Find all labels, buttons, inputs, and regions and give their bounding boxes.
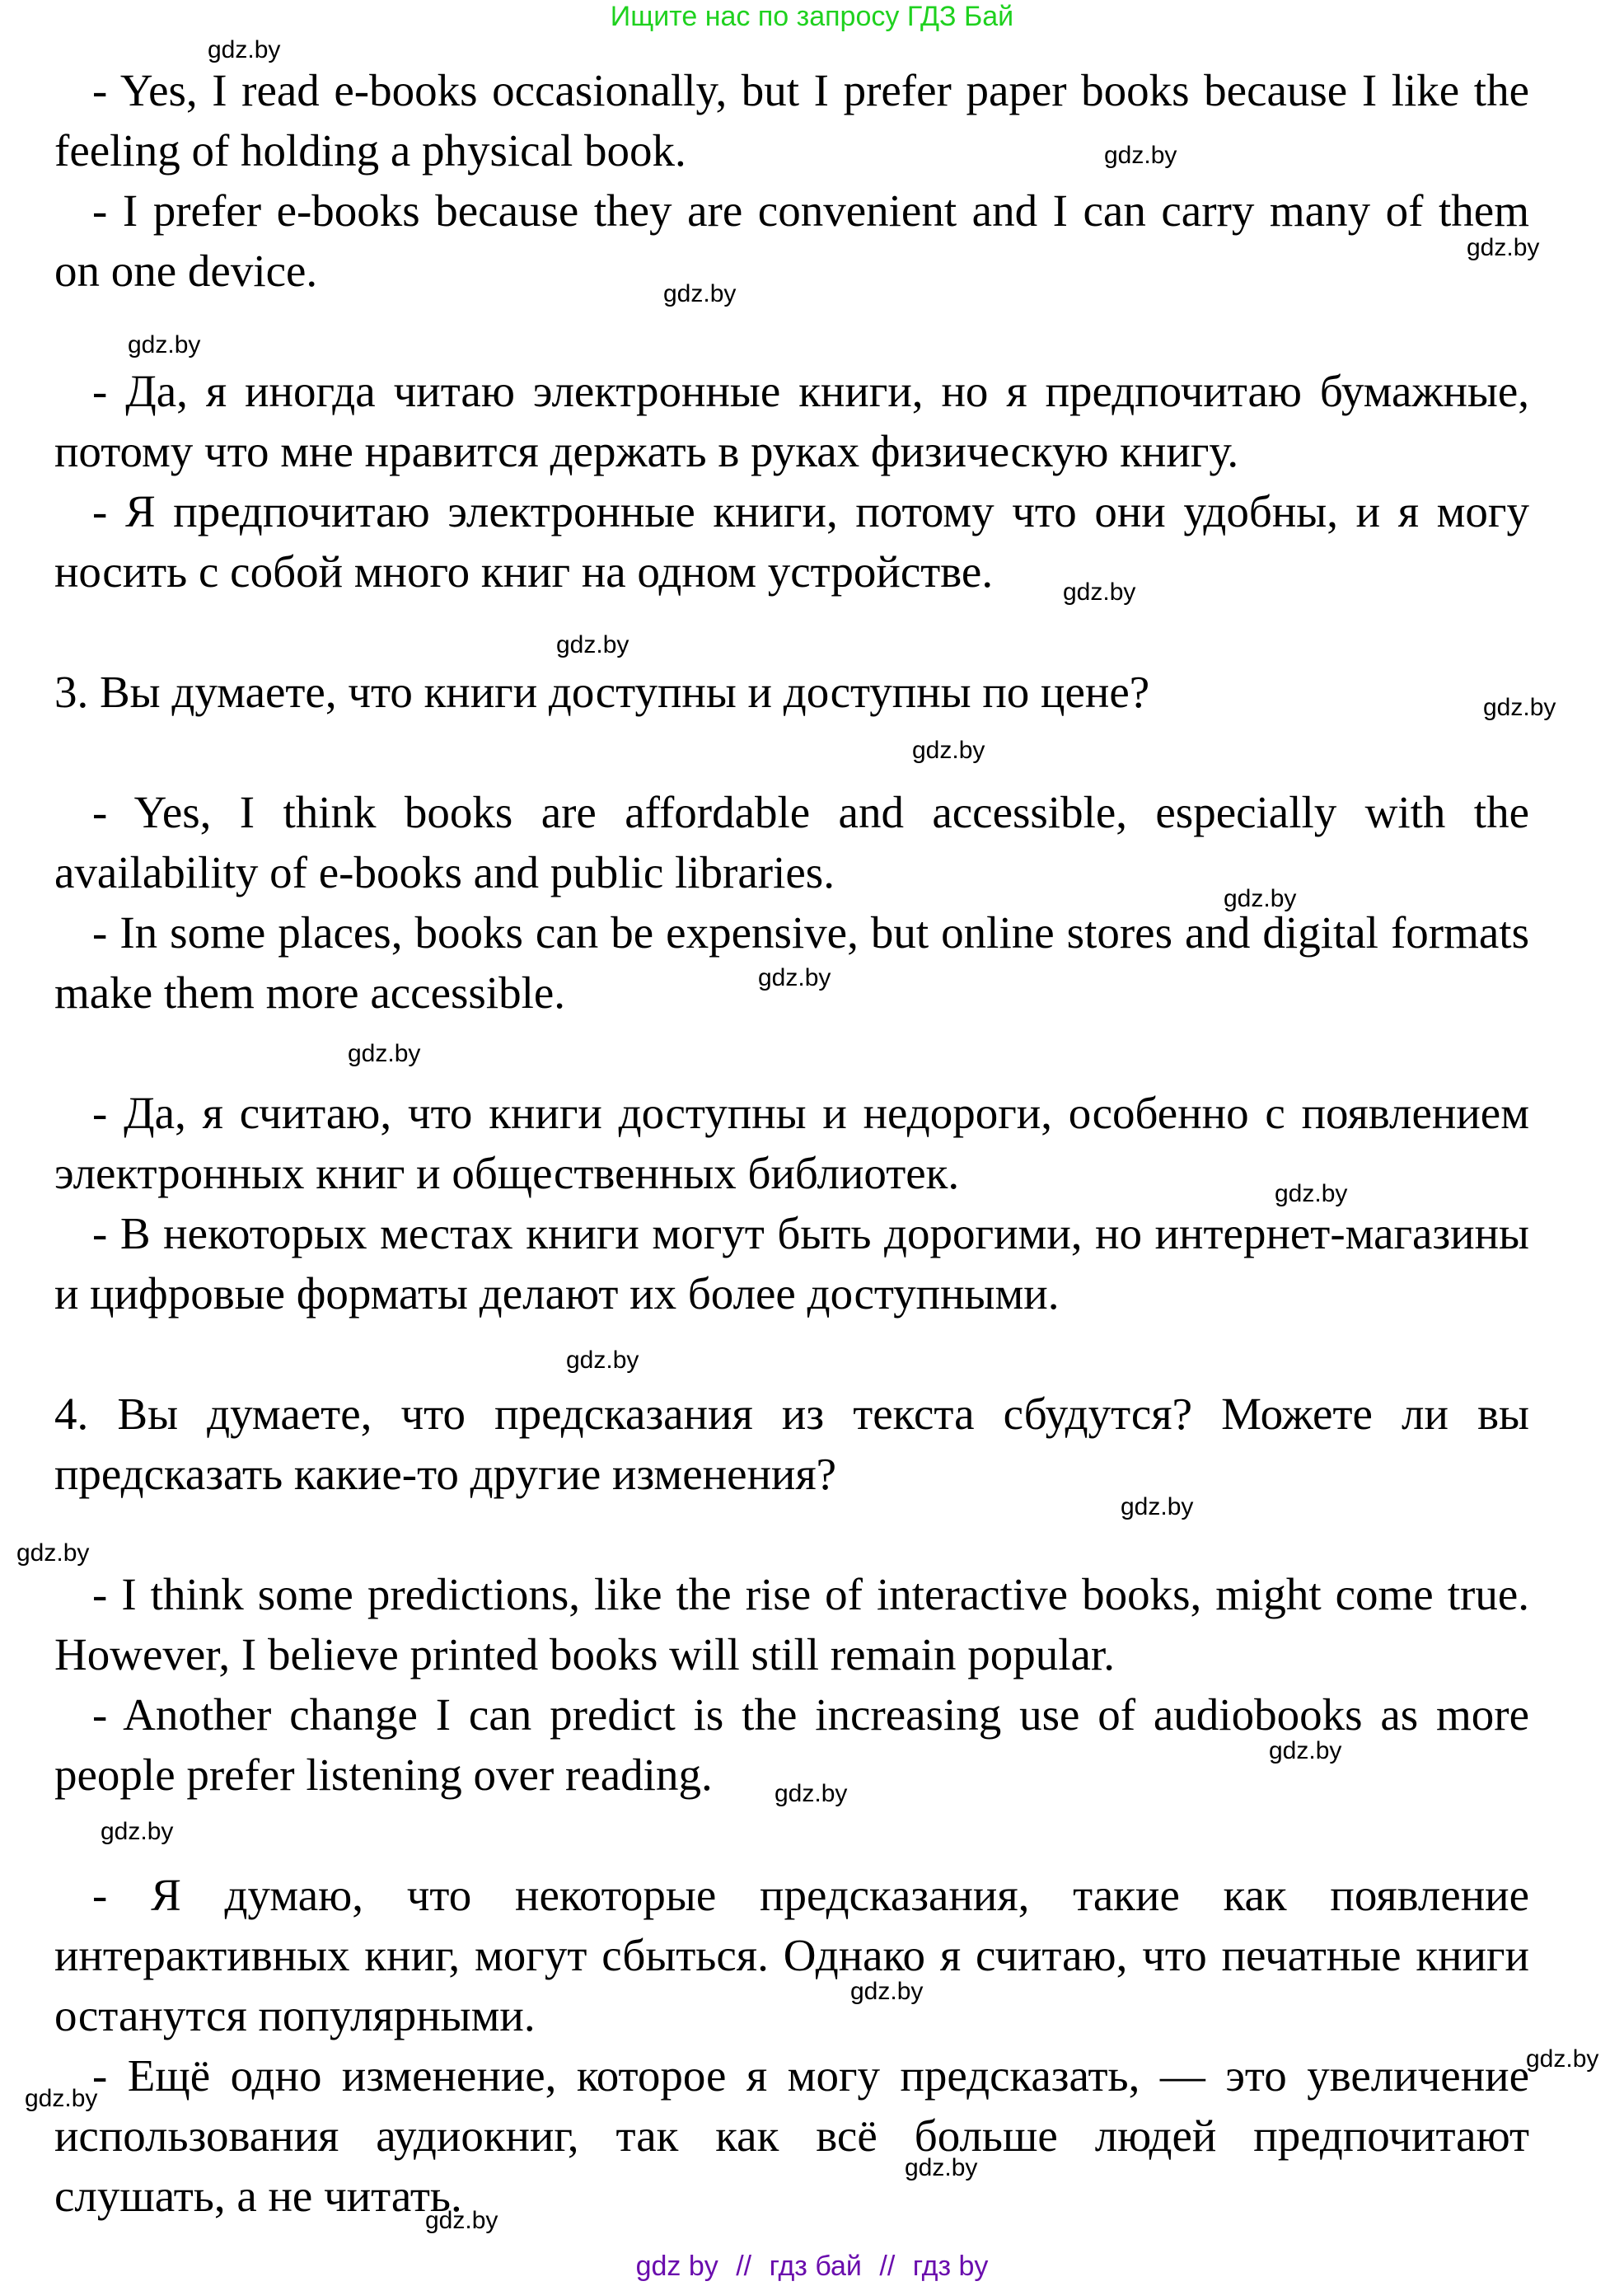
question-3: 3. Вы думаете, что книги доступны и доступны по цене?: [54, 667, 1150, 717]
footer-separator: //: [736, 2251, 752, 2282]
watermark: gdz.by: [128, 331, 201, 358]
watermark: gdz.by: [663, 280, 737, 307]
answer-ru-q4-2: - Ещё одно изменение, которое я могу предсказать, — это увеличение использования аудиокниг, так как всё больше людей предпочитают слушать, а не читать.: [54, 2050, 1529, 2221]
watermark: gdz.by: [1483, 694, 1556, 721]
watermark: gdz.by: [775, 1780, 848, 1807]
watermark: gdz.by: [912, 737, 985, 764]
watermark: gdz.by: [566, 1347, 639, 1374]
answer-ru-q3-2: - В некоторых местах книги могут быть дорогими, но интернет-магазины и цифровые форматы делают их более доступными.: [54, 1208, 1529, 1319]
answer-en-q2-1: - Yes, I read e-books occasionally, but I prefer paper books because I like the feeling of holding a physical book.: [54, 65, 1529, 176]
watermark: gdz.by: [101, 1818, 174, 1845]
watermark: gdz.by: [1275, 1180, 1348, 1207]
search-hint-banner[interactable]: Ищите нас по запросу ГДЗ Бай: [610, 1, 1014, 32]
watermark: gdz.by: [1467, 234, 1540, 261]
watermark: gdz.by: [16, 1539, 90, 1567]
watermark: gdz.by: [208, 36, 281, 63]
watermark: gdz.by: [1526, 2045, 1599, 2073]
watermark: gdz.by: [758, 964, 831, 991]
watermark: gdz.by: [556, 631, 629, 658]
watermark: gdz.by: [348, 1040, 421, 1067]
watermark: gdz.by: [425, 2207, 498, 2234]
watermark: gdz.by: [850, 1978, 924, 2005]
watermark: gdz.by: [1269, 1737, 1342, 1764]
footer-separator: //: [879, 2251, 896, 2282]
answer-en-q3-2: - In some places, books can be expensive, but online stores and digital formats make them more accessible.: [54, 907, 1529, 1018]
watermark: gdz.by: [905, 2154, 978, 2181]
watermark: gdz.by: [1224, 885, 1297, 912]
answer-ru-q2-1: - Да, я иногда читаю электронные книги, но я предпочитаю бумажные, потому что мне нравится держать в руках физическую книгу.: [54, 366, 1529, 476]
answer-text: [54, 60, 1529, 2226]
answer-ru-q3-1: - Да, я считаю, что книги доступны и недороги, особенно с появлением электронных книг и общественных библиотек.: [54, 1088, 1529, 1198]
watermark: gdz.by: [1063, 579, 1136, 606]
answer-en-q3-1: - Yes, I think books are affordable and accessible, especially with the availability of e-books and public libraries.: [54, 787, 1529, 897]
answer-en-q4-1: - I think some predictions, like the rise of interactive books, might come true. However, I believe printed books will still remain popular.: [54, 1569, 1529, 1679]
footer-link-gdz-by[interactable]: gdz by: [635, 2251, 718, 2282]
answer-ru-q2-2: - Я предпочитаю электронные книги, потому что они удобны, и я могу носить с собой много книг на одном устройстве.: [54, 486, 1529, 597]
footer-links: [0, 2250, 1624, 2283]
footer-link-gdz-bai[interactable]: гдз бай: [769, 2251, 862, 2282]
footer-link-gdz-by-ru[interactable]: гдз by: [912, 2251, 989, 2282]
watermark: gdz.by: [25, 2085, 98, 2112]
question-4: 4. Вы думаете, что предсказания из текста сбудутся? Можете ли вы предсказать какие-то другие изменения?: [54, 1389, 1529, 1499]
watermark: gdz.by: [1104, 142, 1177, 169]
answer-ru-q4-1: - Я думаю, что некоторые предсказания, такие как появление интерактивных книг, могут сбыться. Однако я считаю, что печатные книги останутся популярными.: [54, 1870, 1529, 2040]
watermark: gdz.by: [1121, 1493, 1194, 1520]
answer-en-q4-2: - Another change I can predict is the increasing use of audiobooks as more people prefer listening over reading.: [54, 1689, 1529, 1800]
answer-en-q2-2: - I prefer e-books because they are convenient and I can carry many of them on one device.: [54, 185, 1529, 296]
